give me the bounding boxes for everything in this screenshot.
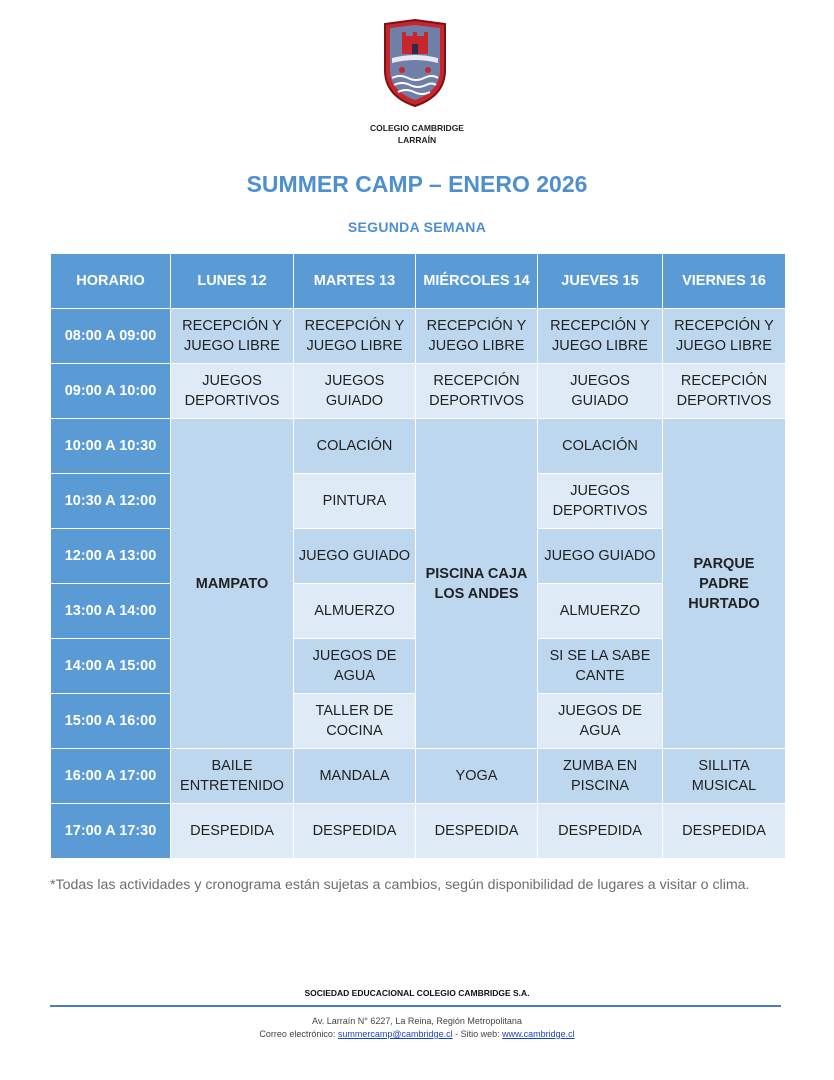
activity-cell: DESPEDIDA bbox=[538, 804, 663, 859]
footer-contact bbox=[0, 1015, 834, 1041]
col-header: VIERNES 16 bbox=[663, 254, 786, 309]
activity-cell: BAILE ENTRETENIDO bbox=[171, 749, 294, 804]
school-name-line1: COLEGIO CAMBRIDGE bbox=[370, 123, 464, 133]
email-link[interactable]: summercamp@cambridge.cl bbox=[337, 1029, 453, 1039]
web-label: - Sitio web: bbox=[452, 1029, 503, 1039]
activity-cell: ALMUERZO bbox=[294, 584, 416, 639]
activity-cell: JUEGOS DEPORTIVOS bbox=[171, 364, 294, 419]
time-cell: 13:00 A 14:00 bbox=[51, 584, 171, 639]
activity-cell: DESPEDIDA bbox=[171, 804, 294, 859]
activity-cell: ZUMBA EN PISCINA bbox=[538, 749, 663, 804]
activity-cell: RECEPCIÓN DEPORTIVOS bbox=[416, 364, 538, 419]
footer-company: SOCIEDAD EDUCACIONAL COLEGIO CAMBRIDGE S.A. bbox=[304, 988, 530, 998]
activity-cell: RECEPCIÓN Y JUEGO LIBRE bbox=[294, 309, 416, 364]
col-header: MARTES 13 bbox=[294, 254, 416, 309]
schedule-table bbox=[50, 253, 786, 859]
time-cell: 08:00 A 09:00 bbox=[51, 309, 171, 364]
activity-cell: YOGA bbox=[416, 749, 538, 804]
activity-cell: RECEPCIÓN Y JUEGO LIBRE bbox=[171, 309, 294, 364]
table-row bbox=[51, 309, 786, 364]
activity-cell: COLACIÓN bbox=[294, 419, 416, 474]
header-row bbox=[51, 254, 786, 309]
email-label: Correo electrónico: bbox=[259, 1029, 338, 1039]
activity-cell: DESPEDIDA bbox=[663, 804, 786, 859]
footer-divider bbox=[50, 1005, 781, 1007]
time-cell: 12:00 A 13:00 bbox=[51, 529, 171, 584]
page-subtitle: SEGUNDA SEMANA bbox=[347, 219, 487, 235]
time-cell: 10:30 A 12:00 bbox=[51, 474, 171, 529]
activity-cell: SILLITA MUSICAL bbox=[663, 749, 786, 804]
table-row bbox=[51, 419, 786, 474]
activity-cell: JUEGOS DE AGUA bbox=[294, 639, 416, 694]
school-crest-logo bbox=[382, 18, 448, 108]
school-name bbox=[0, 122, 834, 146]
activity-cell: JUEGOS GUIADO bbox=[294, 364, 416, 419]
activity-cell: RECEPCIÓN Y JUEGO LIBRE bbox=[538, 309, 663, 364]
activity-cell: JUEGO GUIADO bbox=[294, 529, 416, 584]
activity-cell: RECEPCIÓN DEPORTIVOS bbox=[663, 364, 786, 419]
page-title: SUMMER CAMP – ENERO 2026 bbox=[246, 171, 588, 197]
col-header: HORARIO bbox=[51, 254, 171, 309]
activity-cell: RECEPCIÓN Y JUEGO LIBRE bbox=[416, 309, 538, 364]
activity-cell: ALMUERZO bbox=[538, 584, 663, 639]
time-cell: 09:00 A 10:00 bbox=[51, 364, 171, 419]
activity-cell: COLACIÓN bbox=[538, 419, 663, 474]
activity-cell: JUEGOS DEPORTIVOS bbox=[538, 474, 663, 529]
time-cell: 16:00 A 17:00 bbox=[51, 749, 171, 804]
table-row bbox=[51, 749, 786, 804]
time-cell: 10:00 A 10:30 bbox=[51, 419, 171, 474]
col-header: MIÉRCOLES 14 bbox=[416, 254, 538, 309]
activity-cell: JUEGOS DE AGUA bbox=[538, 694, 663, 749]
wednesday-block-cell: PISCINA CAJA LOS ANDES bbox=[416, 419, 538, 749]
activity-cell: DESPEDIDA bbox=[294, 804, 416, 859]
activity-cell: RECEPCIÓN Y JUEGO LIBRE bbox=[663, 309, 786, 364]
activity-cell: SI SE LA SABE CANTE bbox=[538, 639, 663, 694]
activity-cell: TALLER DE COCINA bbox=[294, 694, 416, 749]
activity-cell: JUEGOS GUIADO bbox=[538, 364, 663, 419]
table-row bbox=[51, 364, 786, 419]
time-cell: 15:00 A 16:00 bbox=[51, 694, 171, 749]
table-row bbox=[51, 804, 786, 859]
website-link[interactable]: www.cambridge.cl bbox=[502, 1029, 575, 1039]
activity-cell: MANDALA bbox=[294, 749, 416, 804]
time-cell: 14:00 A 15:00 bbox=[51, 639, 171, 694]
activity-cell: PINTURA bbox=[294, 474, 416, 529]
footer-contact-line bbox=[0, 1028, 834, 1041]
footer-address: Av. Larraín N° 6227, La Reina, Región Metropolitana bbox=[312, 1016, 522, 1026]
time-cell: 17:00 A 17:30 bbox=[51, 804, 171, 859]
friday-block-cell: PARQUE PADRE HURTADO bbox=[663, 419, 786, 749]
activity-cell: JUEGO GUIADO bbox=[538, 529, 663, 584]
activity-cell: DESPEDIDA bbox=[416, 804, 538, 859]
disclaimer-note: *Todas las actividades y cronograma están sujetas a cambios, según disponibilidad de lugares a visitar o clima. bbox=[50, 877, 750, 893]
col-header: LUNES 12 bbox=[171, 254, 294, 309]
school-name-line2: LARRAÍN bbox=[397, 135, 437, 145]
col-header: JUEVES 15 bbox=[538, 254, 663, 309]
monday-block-cell: MAMPATO bbox=[171, 419, 294, 749]
